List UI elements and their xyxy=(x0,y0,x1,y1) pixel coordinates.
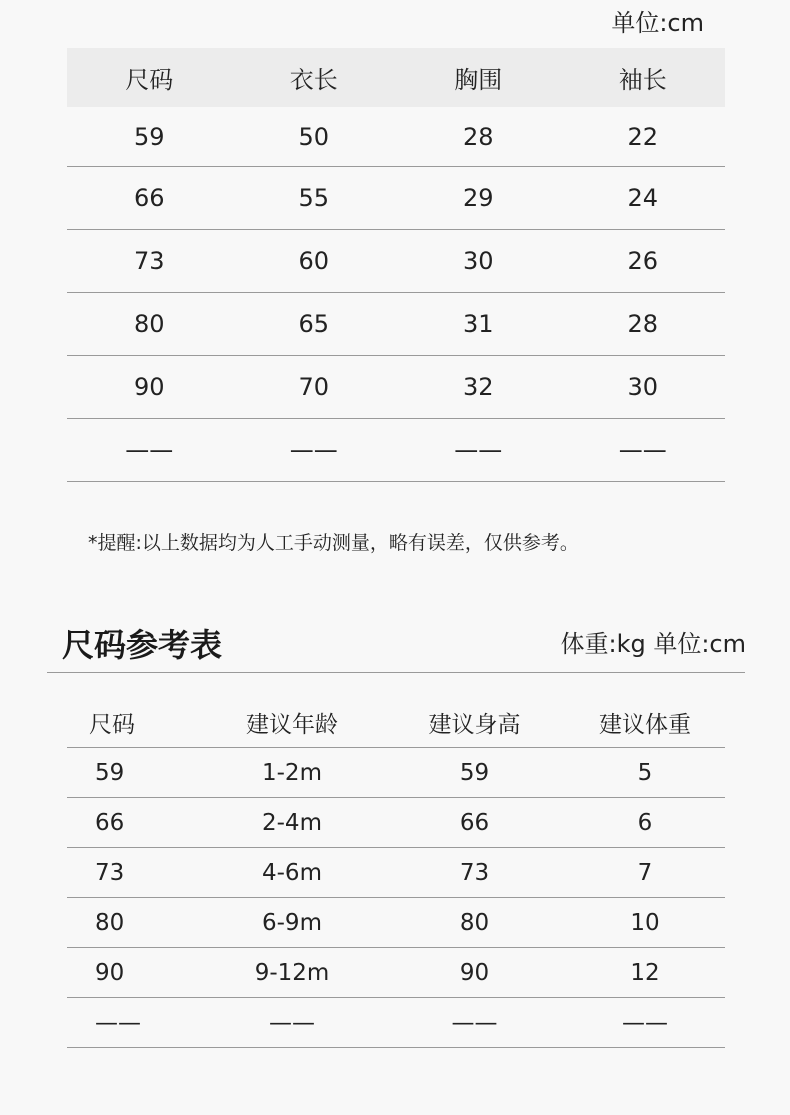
table-cell: 59 xyxy=(67,748,200,798)
table-cell: 60 xyxy=(232,230,397,293)
table-row xyxy=(67,898,725,948)
table-cell: 4-6m xyxy=(200,848,384,898)
table-row xyxy=(67,107,725,167)
table-row xyxy=(67,748,725,798)
table-row xyxy=(67,948,725,998)
table-cell: —— xyxy=(67,998,200,1048)
table-cell: 6-9m xyxy=(200,898,384,948)
table-cell: 73 xyxy=(384,848,565,898)
reference-table-header: 建议身高 xyxy=(384,698,565,748)
table-cell: 5 xyxy=(565,748,725,798)
table-cell: 59 xyxy=(384,748,565,798)
table-cell: 80 xyxy=(384,898,565,948)
table-cell: 24 xyxy=(561,167,726,230)
size-table-header: 尺码 xyxy=(67,48,232,107)
reference-table-header: 建议年龄 xyxy=(200,698,384,748)
table-row xyxy=(67,167,725,230)
size-table xyxy=(67,48,725,482)
table-row xyxy=(67,419,725,482)
table-row xyxy=(67,293,725,356)
measurement-note: *提醒:以上数据均为人工手动测量，略有误差，仅供参考。 xyxy=(88,532,579,554)
table-cell: 59 xyxy=(67,107,232,167)
table-cell: 66 xyxy=(384,798,565,848)
size-table-header: 袖长 xyxy=(561,48,726,107)
table-cell: —— xyxy=(561,419,726,482)
table-cell: 9-12m xyxy=(200,948,384,998)
table-row xyxy=(67,998,725,1048)
table-cell: 73 xyxy=(67,230,232,293)
table-cell: 31 xyxy=(396,293,561,356)
table-row xyxy=(67,356,725,419)
table-cell: 2-4m xyxy=(200,798,384,848)
table-cell: —— xyxy=(396,419,561,482)
table-cell: 32 xyxy=(396,356,561,419)
size-table-header: 衣长 xyxy=(232,48,397,107)
table-cell: 28 xyxy=(561,293,726,356)
table-cell: 1-2m xyxy=(200,748,384,798)
size-table-unit-label: 单位:cm xyxy=(611,9,704,37)
size-table-header-row xyxy=(67,48,725,107)
size-table-header: 胸围 xyxy=(396,48,561,107)
table-cell: 50 xyxy=(232,107,397,167)
table-cell: 26 xyxy=(561,230,726,293)
table-row xyxy=(67,230,725,293)
table-cell: 7 xyxy=(565,848,725,898)
reference-table-unit-label: 体重:kg 单位:cm xyxy=(560,630,746,658)
table-row xyxy=(67,848,725,898)
table-cell: 66 xyxy=(67,167,232,230)
reference-table xyxy=(67,698,725,1048)
table-cell: 90 xyxy=(67,948,200,998)
table-cell: 10 xyxy=(565,898,725,948)
table-cell: —— xyxy=(384,998,565,1048)
table-cell: 80 xyxy=(67,898,200,948)
table-cell: 30 xyxy=(396,230,561,293)
table-cell: —— xyxy=(565,998,725,1048)
table-cell: 29 xyxy=(396,167,561,230)
table-cell: 80 xyxy=(67,293,232,356)
table-cell: —— xyxy=(232,419,397,482)
reference-table-title: 尺码参考表 xyxy=(62,626,223,664)
table-cell: 28 xyxy=(396,107,561,167)
table-row xyxy=(67,798,725,848)
table-cell: 73 xyxy=(67,848,200,898)
reference-table-header-row xyxy=(67,698,725,748)
table-cell: 55 xyxy=(232,167,397,230)
reference-table-header: 建议体重 xyxy=(565,698,725,748)
table-cell: —— xyxy=(67,419,232,482)
table-cell: 90 xyxy=(67,356,232,419)
table-cell: 66 xyxy=(67,798,200,848)
reference-table-header: 尺码 xyxy=(67,698,200,748)
table-cell: 70 xyxy=(232,356,397,419)
table-cell: 30 xyxy=(561,356,726,419)
table-cell: 22 xyxy=(561,107,726,167)
table-cell: 90 xyxy=(384,948,565,998)
table-cell: 6 xyxy=(565,798,725,848)
section-divider xyxy=(47,672,745,673)
table-cell: 65 xyxy=(232,293,397,356)
table-cell: 12 xyxy=(565,948,725,998)
table-cell: —— xyxy=(200,998,384,1048)
